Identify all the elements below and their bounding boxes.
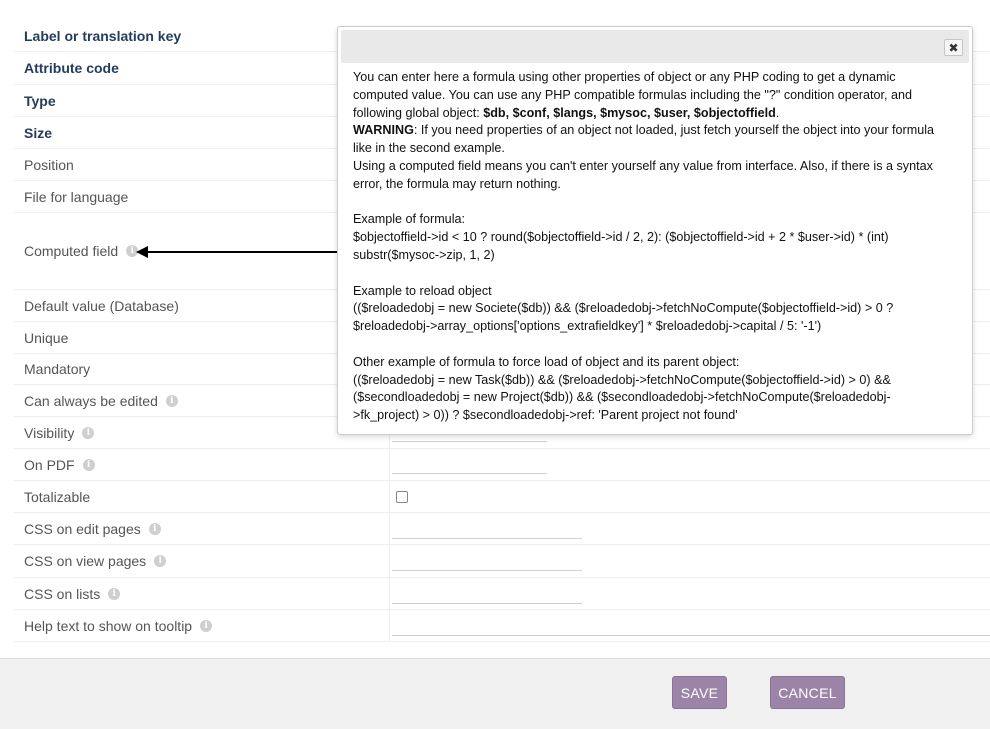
css-edit-input[interactable] (392, 519, 582, 539)
info-icon[interactable]: i (149, 523, 161, 535)
form-row-on-pdf (14, 449, 990, 481)
close-icon[interactable]: ✖ (944, 39, 963, 56)
intro-end: . (775, 105, 780, 120)
info-icon[interactable]: i (83, 459, 95, 471)
css-lists-input[interactable] (392, 584, 582, 604)
field-label-text: Computed field (24, 243, 119, 259)
example2-code: (($reloadedobj = new Societe($db)) && ($reloadedobj->fetchNoCompute($objectoffield->id) > 0 ? $reloadedobj->array_options['options_extrafieldkey'] * $reloadedobj->capital / 5: '-1') (353, 301, 894, 334)
example2-title: Example to reload object (353, 283, 492, 298)
warning-paragraph (353, 122, 953, 158)
column-divider (389, 481, 390, 512)
field-label: Attribute code (24, 60, 119, 76)
intro-globals: $db, $conf, $langs, $mysoc, $user, $objectoffield (483, 105, 776, 120)
intro-text: You can enter here a formula using other properties of object or any PHP coding to get a dynamic computed value. You can use any PHP compatible formulas including the "?" condition operator, and following global object: (353, 70, 912, 120)
info-icon[interactable]: i (82, 427, 94, 439)
field-label-text: CSS on edit pages (24, 520, 141, 537)
spacer (353, 265, 953, 283)
info-icon[interactable]: i (166, 395, 178, 407)
info-icon[interactable]: i (126, 245, 138, 257)
field-label-visibility (24, 425, 94, 441)
example1-code: $objectoffield->id < 10 ? round($objectoffield->id / 2, 2): ($objectoffield->id + 2 * $user->id) * (int) substr($mysoc->zip, 1, 2) (353, 230, 889, 262)
warning-text: : If you need properties of an object not loaded, just fetch yourself the object into your formula like in the second example. (353, 123, 935, 156)
totalizable-checkbox[interactable] (396, 491, 408, 503)
intro-paragraph (353, 69, 953, 122)
arrow-left-icon (136, 245, 340, 259)
on-pdf-input[interactable] (392, 454, 547, 474)
field-label: File for language (24, 188, 129, 205)
field-label: Mandatory (24, 361, 91, 377)
dialog-content (353, 69, 953, 425)
css-view-input[interactable] (392, 551, 582, 571)
field-label-computed (24, 243, 138, 259)
example3-code: (($reloadedobj = new Task($db)) && ($reloadedobj->fetchNoCompute($objectoffield->id) > 0) && ($secondloadedobj = new Project($db)) && ($secondloadedobj->fetchNoCompute($reloadedobj->fk_project) > 0)) ? $secondloadedobj->ref: 'Parent project not found' (353, 372, 891, 423)
example3-title: Other example of formula to force load of object and its parent object: (353, 354, 740, 369)
warning-label: WARNING (353, 123, 414, 138)
info-icon[interactable]: i (154, 555, 166, 567)
spacer (353, 194, 953, 212)
field-label-help-text (24, 618, 212, 634)
column-divider (389, 610, 390, 641)
column-divider (389, 513, 390, 544)
field-label: Totalizable (24, 488, 91, 505)
tooltip-dialog (337, 26, 973, 435)
field-label-text: CSS on lists (24, 585, 101, 602)
column-divider (389, 545, 390, 577)
field-label-on-pdf (24, 457, 95, 473)
field-label-always-editable (24, 393, 178, 409)
info-icon[interactable]: i (108, 588, 120, 600)
spacer (353, 336, 953, 354)
field-label-text: On PDF (24, 456, 75, 473)
field-label-text: CSS on view pages (24, 553, 147, 569)
computed-note: Using a computed field means you can't enter yourself any value from interface. Also, if there is a syntax error, the formula may return nothing. (353, 158, 933, 191)
cancel-button[interactable]: CANCEL (770, 676, 845, 709)
field-label-css-lists (24, 586, 120, 602)
field-label: Label or translation key (24, 27, 182, 44)
column-divider (389, 578, 390, 609)
info-icon[interactable]: i (200, 620, 212, 632)
form-row-css-lists (14, 578, 990, 610)
form-row-totalizable (14, 481, 990, 513)
form-row-css-edit (14, 513, 990, 545)
field-label-text: Can always be edited (24, 392, 158, 409)
field-label: Default value (Database) (24, 297, 179, 314)
help-text-input[interactable] (392, 616, 990, 636)
field-label-css-edit (24, 521, 161, 537)
example1-title: Example of formula: (353, 212, 465, 227)
form-row-css-view (14, 545, 990, 578)
field-label: Type (24, 92, 56, 109)
field-label-css-view (24, 553, 166, 569)
save-button[interactable]: SAVE (672, 676, 727, 709)
column-divider (389, 449, 390, 480)
form-row-help-text (14, 610, 990, 642)
field-label: Size (24, 124, 53, 141)
field-label: Unique (24, 329, 69, 346)
dialog-titlebar (341, 30, 969, 63)
field-label: Position (24, 156, 74, 173)
field-label-text: Visibility (24, 424, 75, 441)
field-label-text: Help text to show on tooltip (24, 617, 193, 634)
